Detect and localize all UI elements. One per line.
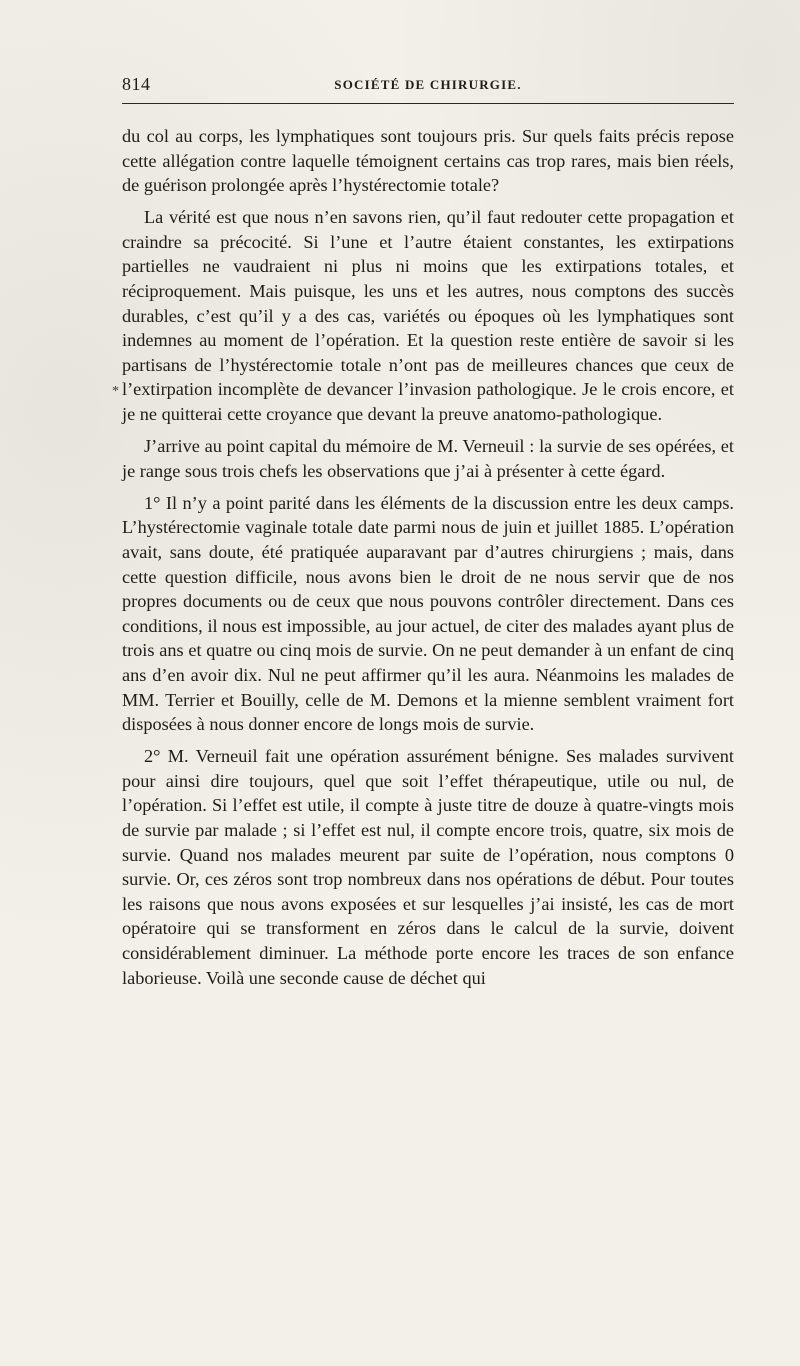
paragraph-5: 2° M. Verneuil fait une opération assurément bénigne. Ses malades survivent pour ainsi dire toujours, quel que soit l’effet thérapeutique, utile ou nul, de l’opération. Si l’effet est utile, il compte à juste titre de douze à quatre-vingts mois de survie par malade ; si l’effet est nul, il compte encore trois, quatre, six mois de survie. Quand nos malades meurent par suite de l’opération, nous comptons 0 survie. Or, ces zéros sont trop nombreux dans nos opérations de début. Pour toutes les raisons que nous avons exposées et sur lesquelles j’ai insisté, les cas de mort opératoire qui se transforment en zéros dans le calcul de la survie, doivent considérablement diminuer. La méthode porte encore les traces de son enfance laborieuse. Voilà une seconde cause de déchet qui: [122, 746, 734, 988]
paragraph-2: La vérité est que nous n’en savons rien, qu’il faut redouter cette propagation et craindre sa précocité. Si l’une et l’autre étaient constantes, les extirpations partielles ne vaudraient ni plus ni moins que les extirpations totales, et réciproquement. Mais puisque, les uns et les autres, nous comptons des succès durables, c’est qu’il y a des cas, variétés ou époques où les lymphatiques sont indemnes au moment de l’opération. Et la question reste entière de savoir si les partisans de l’hystérectomie totale n’ont pas de meilleures chances que ceux de l’extirpation incomplète de devancer l’invasion pathologique. Je le crois encore, et je ne quitterai cette croyance que devant la preuve anatomo-pathologique.: [122, 207, 734, 425]
body-text: [122, 124, 734, 998]
page-header: [122, 74, 734, 98]
page-number: 814: [122, 74, 151, 94]
paragraph-1: du col au corps, les lymphatiques sont toujours pris. Sur quels faits précis repose cette allégation contre laquelle témoignent certains cas trop rares, mais bien réels, de guérison prolongée après l’hystérectomie totale?: [122, 126, 734, 196]
header-rule: [122, 103, 734, 104]
paragraph-4: 1° Il n’y a point parité dans les éléments de la discussion entre les deux camps. L’hystérectomie vaginale totale date parmi nous de juin et juillet 1885. L’opération avait, sans doute, été pratiquée auparavant par d’autres chirurgiens ; mais, dans cette question difficile, nous avons bien le droit de ne nous servir que de nos propres documents ou de ceux que nous pouvons contrôler directement. Dans ces conditions, il nous est impossible, au jour actuel, de citer des malades ayant plus de trois ans et quatre ou cinq mois de survie. On ne peut demander à un enfant de cinq ans d’en avoir dix. Nul ne peut affirmer qu’il les aura. Néanmoins les malades de MM. Terrier et Bouilly, celle de M. Demons et la mienne semblent vraiment fort disposées à nous donner encore de longs mois de survie.: [122, 492, 734, 735]
running-title: SOCIÉTÉ DE CHIRURGIE.: [334, 77, 522, 92]
margin-mark: *: [112, 384, 119, 399]
paragraph-3: J’arrive au point capital du mémoire de M. Verneuil : la survie de ses opérées, et je range sous trois chefs les observations que j’ai à présenter à cette égard.: [122, 436, 734, 481]
